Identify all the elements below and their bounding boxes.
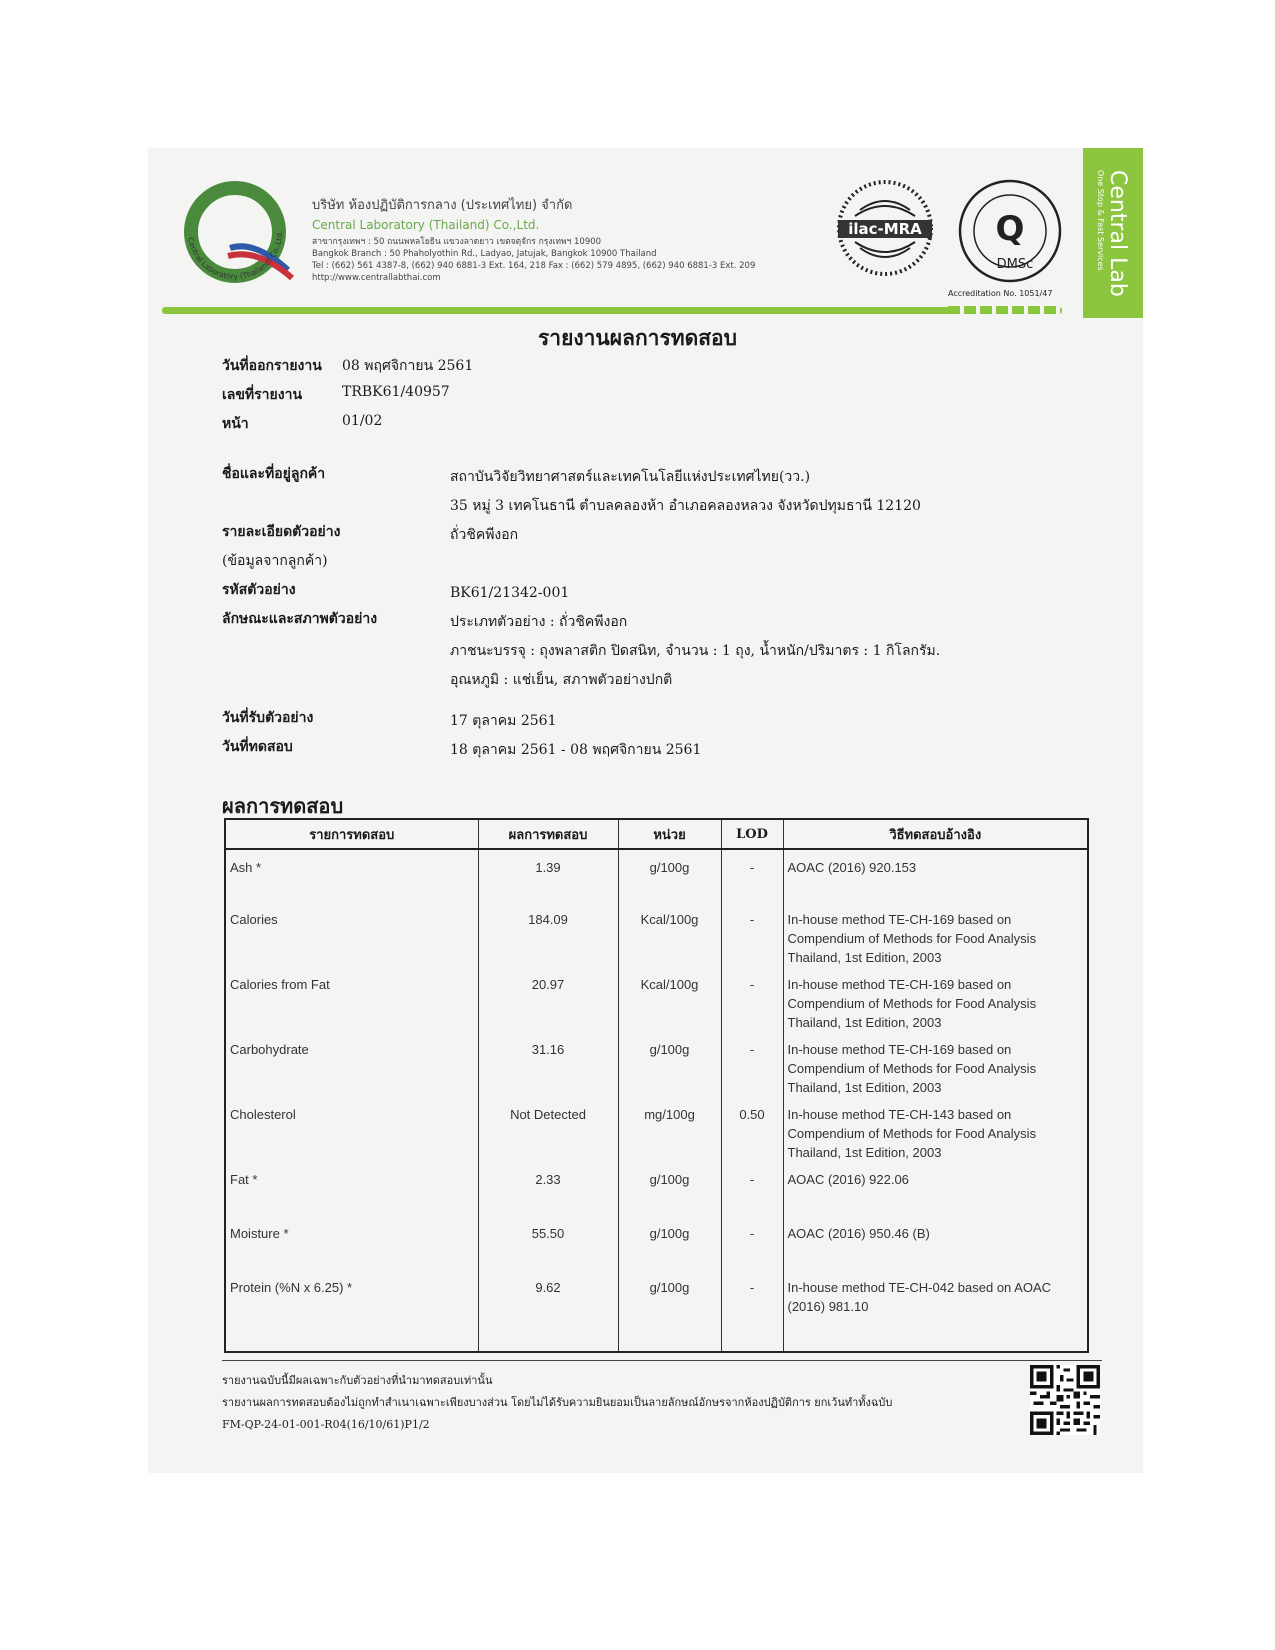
sample-char-3: อุณหภูมิ : แช่เย็น, สภาพตัวอย่างปกติ [450, 672, 673, 688]
test-date: 18 ตุลาคม 2561 - 08 พฤศจิกายน 2561 [450, 742, 702, 758]
test-method: AOAC (2016) 922.06 [783, 1162, 1088, 1216]
test-item: Calories from Fat [230, 977, 330, 992]
issue-date-label: วันที่ออกรายงาน [222, 358, 322, 374]
test-item: Protein (%N x 6.25) * [230, 1280, 353, 1295]
svg-text:ilac-MRA: ilac-MRA [848, 220, 922, 238]
accreditation-no: Accreditation No. 1051/47 [948, 289, 1053, 298]
col-header: รายการทดสอบ [225, 819, 478, 849]
customer-name: สถาบันวิจัยวิทยาศาสตร์และเทคโนโลยีแห่งประเทศไทย(วว.) [450, 469, 811, 485]
report-title: รายงานผลการทดสอบ [538, 325, 737, 350]
header-divider [162, 307, 1062, 314]
footer [222, 1370, 892, 1436]
received-label: วันที่รับตัวอย่าง [222, 710, 314, 726]
issue-date: 08 พฤศจิกายน 2561 [342, 358, 474, 374]
customer-address: 35 หมู่ 3 เทคโนธานี ตำบลคลองห้า อำเภอคลองหลวง จังหวัดปทุมธานี 12120 [450, 498, 921, 514]
test-unit: Kcal/100g [618, 967, 721, 1032]
test-lod: - [721, 967, 783, 1032]
company-name-en: Central Laboratory (Thailand) Co.,Ltd. [312, 218, 540, 232]
page-label: หน้า [222, 416, 249, 432]
test-item: Moisture * [230, 1226, 289, 1241]
test-method: In-house method TE-CH-143 based on Compendium of Methods for Food Analysis Thailand, 1st Edition, 2003 [783, 1097, 1088, 1162]
test-lod: - [721, 1216, 783, 1270]
ilac-mra-seal-icon [830, 176, 940, 281]
test-result: 2.33 [478, 1162, 618, 1216]
svg-text:DMSc: DMSc [996, 257, 1034, 272]
table-row [225, 849, 1088, 902]
results-header-row [225, 819, 1088, 849]
test-lod: - [721, 902, 783, 967]
test-unit: Kcal/100g [618, 902, 721, 967]
test-method: In-house method TE-CH-169 based on Compendium of Methods for Food Analysis Thailand, 1st Edition, 2003 [783, 1032, 1088, 1097]
test-item: Carbohydrate [230, 1042, 309, 1057]
results-heading: ผลการทดสอบ [222, 794, 344, 818]
test-unit: g/100g [618, 1216, 721, 1270]
company-web[interactable]: http://www.centrallabthai.com [312, 273, 441, 283]
test-method: AOAC (2016) 920.153 [783, 849, 1088, 902]
test-result: 1.39 [478, 849, 618, 902]
test-item: Cholesterol [230, 1107, 296, 1122]
page-no: 01/02 [342, 413, 383, 429]
sample-char-2: ภาชนะบรรจุ : ถุงพลาสติก ปิดสนิท, จำนวน : 1 ถุง, น้ำหนัก/ปริมาตร : 1 กิโลกรัม. [450, 643, 941, 659]
company-block [312, 194, 755, 284]
table-row [225, 967, 1088, 1032]
col-header: หน่วย [618, 819, 721, 849]
footer-divider [222, 1360, 1102, 1361]
company-name-th: บริษัท ห้องปฏิบัติการกลาง (ประเทศไทย) จำกัด [312, 198, 573, 213]
results-table [224, 818, 1089, 1353]
tab-subtitle: One Stop & Fast Services [1096, 170, 1106, 271]
table-row [225, 1216, 1088, 1270]
table-row [225, 1270, 1088, 1352]
table-row [225, 1097, 1088, 1162]
central-lab-logo [170, 170, 300, 295]
table-row [225, 902, 1088, 967]
tab-title: Central Lab [1105, 170, 1131, 297]
company-tel: Tel : (662) 561 4387-8, (662) 940 6881-3 Ext. 164, 218 Fax : (662) 579 4895, (662) 940 6881-3 Ext. 209 [312, 261, 756, 271]
received-date: 17 ตุลาคม 2561 [450, 713, 557, 729]
test-lod: - [721, 1270, 783, 1352]
sample-detail-note: (ข้อมูลจากลูกค้า) [222, 553, 328, 569]
header-dashes [948, 306, 1060, 314]
report-no-label: เลขที่รายงาน [222, 387, 303, 403]
logo-ring-text: Central Laboratory (Thailand) Co.,Ltd. [186, 230, 285, 282]
test-lod: - [721, 849, 783, 902]
form-number: FM-QP-24-01-001-R04(16/10/61)P1/2 [222, 1418, 430, 1431]
customer-info [222, 463, 940, 765]
test-result: Not Detected [478, 1097, 618, 1162]
test-lod: - [721, 1032, 783, 1097]
qr-code-icon[interactable] [1030, 1365, 1100, 1435]
test-unit: mg/100g [618, 1097, 721, 1162]
test-method: In-house method TE-CH-169 based on Compendium of Methods for Food Analysis Thailand, 1st Edition, 2003 [783, 902, 1088, 967]
col-header: LOD [721, 819, 783, 849]
svg-text:Q: Q [995, 209, 1025, 249]
company-address-th: สาขากรุงเทพฯ : 50 ถนนพหลโยธิน แขวงลาดยาว เขตจตุจักร กรุงเทพฯ 10900 [312, 237, 602, 247]
test-lod: - [721, 1162, 783, 1216]
company-address-en: Bangkok Branch : 50 Phaholyothin Rd., Ladyao, Jatujak, Bangkok 10900 Thailand [312, 249, 657, 259]
col-header: ผลการทดสอบ [478, 819, 618, 849]
footer-note-1: รายงานฉบับนี้มีผลเฉพาะกับตัวอย่างที่นำมาทดสอบเท่านั้น [222, 1374, 493, 1387]
test-date-label: วันที่ทดสอบ [222, 739, 293, 755]
dmsc-quality-seal-icon [955, 176, 1065, 286]
sample-detail: ถั่วชิคพีงอก [450, 527, 519, 543]
test-method: In-house method TE-CH-169 based on Compendium of Methods for Food Analysis Thailand, 1st Edition, 2003 [783, 967, 1088, 1032]
test-unit: g/100g [618, 1270, 721, 1352]
test-item: Fat * [230, 1172, 258, 1187]
test-item: Calories [230, 912, 278, 927]
customer-label: ชื่อและที่อยู่ลูกค้า [222, 466, 326, 482]
col-header: วิธีทดสอบอ้างอิง [783, 819, 1088, 849]
sample-char-label: ลักษณะและสภาพตัวอย่าง [222, 611, 378, 627]
test-result: 55.50 [478, 1216, 618, 1270]
footer-note-2: รายงานผลการทดสอบต้องไม่ถูกทำสำเนาเฉพาะเพียงบางส่วน โดยไม่ได้รับความยินยอมเป็นลายลักษณ์อักษรจากห้องปฏิบัติการ ยกเว้นทำทั้งฉบับ [222, 1396, 893, 1409]
test-unit: g/100g [618, 1162, 721, 1216]
test-unit: g/100g [618, 1032, 721, 1097]
test-method: In-house method TE-CH-042 based on AOAC (2016) 981.10 [783, 1270, 1088, 1352]
test-lod: 0.50 [721, 1097, 783, 1162]
test-item: Ash * [230, 860, 262, 875]
table-row [225, 1032, 1088, 1097]
test-result: 31.16 [478, 1032, 618, 1097]
test-result: 20.97 [478, 967, 618, 1032]
test-result: 9.62 [478, 1270, 618, 1352]
sample-detail-label: รายละเอียดตัวอย่าง [222, 524, 341, 540]
table-row [225, 1162, 1088, 1216]
test-unit: g/100g [618, 849, 721, 902]
central-lab-side-tab [1083, 148, 1143, 318]
report-header [222, 355, 473, 442]
test-result: 184.09 [478, 902, 618, 967]
sample-code-label: รหัสตัวอย่าง [222, 582, 296, 598]
sample-char-1: ประเภทตัวอย่าง : ถั่วชิคพีงอก [450, 614, 628, 630]
report-no: TRBK61/40957 [342, 384, 450, 400]
sample-code: BK61/21342-001 [450, 585, 570, 601]
test-method: AOAC (2016) 950.46 (B) [783, 1216, 1088, 1270]
